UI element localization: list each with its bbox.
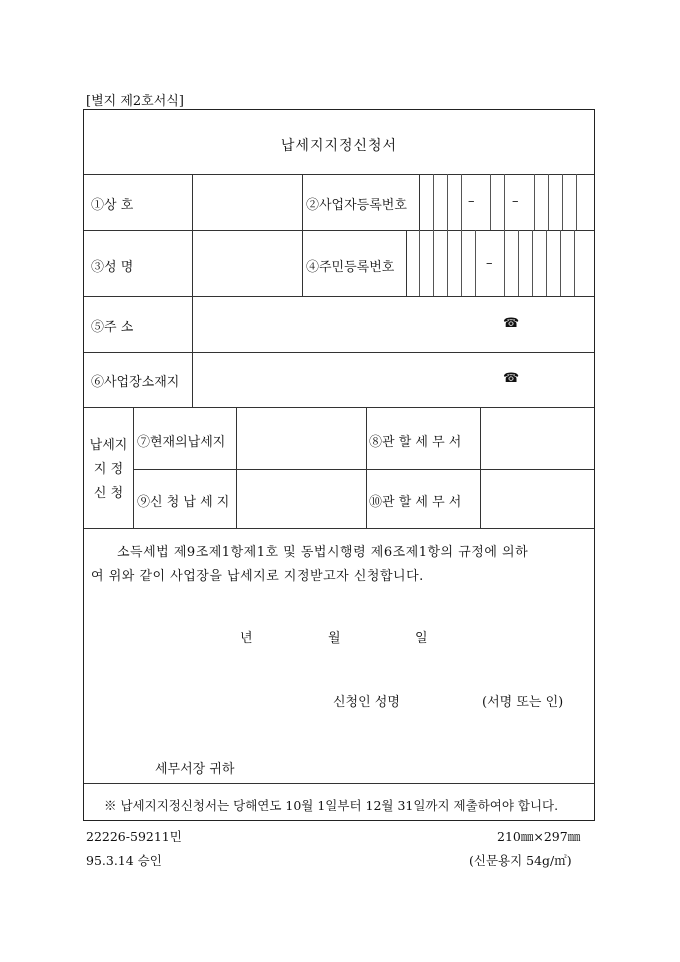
- form-number: [별지 제2호서식]: [86, 94, 184, 109]
- applicant-name-label: 신청인 성명: [333, 695, 400, 710]
- resident-reg-no-label: ④주민등록번호: [306, 260, 395, 275]
- trade-name-label: ①상 호: [91, 198, 134, 213]
- addressee: 세무서장 귀하: [155, 762, 235, 777]
- current-tax-place-label: ⑦현재의납세지: [137, 435, 226, 450]
- statement-line-1: 소득세법 제9조제1항제1호 및 동법시행령 제6조제1항의 규정에 의하: [117, 545, 529, 560]
- approval-date: 95.3.14 승인: [86, 853, 162, 868]
- date-year: 년: [240, 631, 253, 646]
- form-code: 22226-59211민: [86, 829, 182, 844]
- jurisdiction-office-label: ⑧관 할 세 무 서: [369, 435, 462, 450]
- submission-note: ※ 납세지지정신청서는 당해연도 10월 1일부터 12월 31일까지 제출하여야 합니다.: [104, 798, 559, 813]
- business-location-label: ⑥사업장소재지: [91, 375, 180, 390]
- paper-size: 210㎜×297㎜: [497, 829, 581, 844]
- tax-place-designation-form: [83, 109, 595, 821]
- phone-icon: ☎: [503, 316, 520, 331]
- business-reg-no-label: ②사업자등록번호: [306, 198, 407, 213]
- dash: –: [486, 256, 493, 271]
- form-title: 납세지지정신청서: [280, 138, 398, 154]
- dash: –: [468, 194, 475, 209]
- date-month: 월: [328, 631, 341, 646]
- paper-type: (신문용지 54g/㎡): [469, 853, 572, 868]
- requested-tax-place-label: ⑨신 청 납 세 지: [137, 495, 230, 510]
- name-label: ③성 명: [91, 260, 134, 275]
- designation-request-label: 납세지 지 정 신 청: [89, 438, 128, 501]
- address-label: ⑤주 소: [91, 320, 134, 335]
- dash: –: [512, 194, 519, 209]
- statement-line-2: 여 위와 같이 사업장을 납세지로 지정받고자 신청합니다.: [91, 569, 424, 584]
- jurisdiction-office-label: ⑩관 할 세 무 서: [369, 495, 462, 510]
- signature-label: (서명 또는 인): [482, 695, 564, 710]
- phone-icon: ☎: [503, 371, 520, 386]
- date-day: 일: [415, 631, 428, 646]
